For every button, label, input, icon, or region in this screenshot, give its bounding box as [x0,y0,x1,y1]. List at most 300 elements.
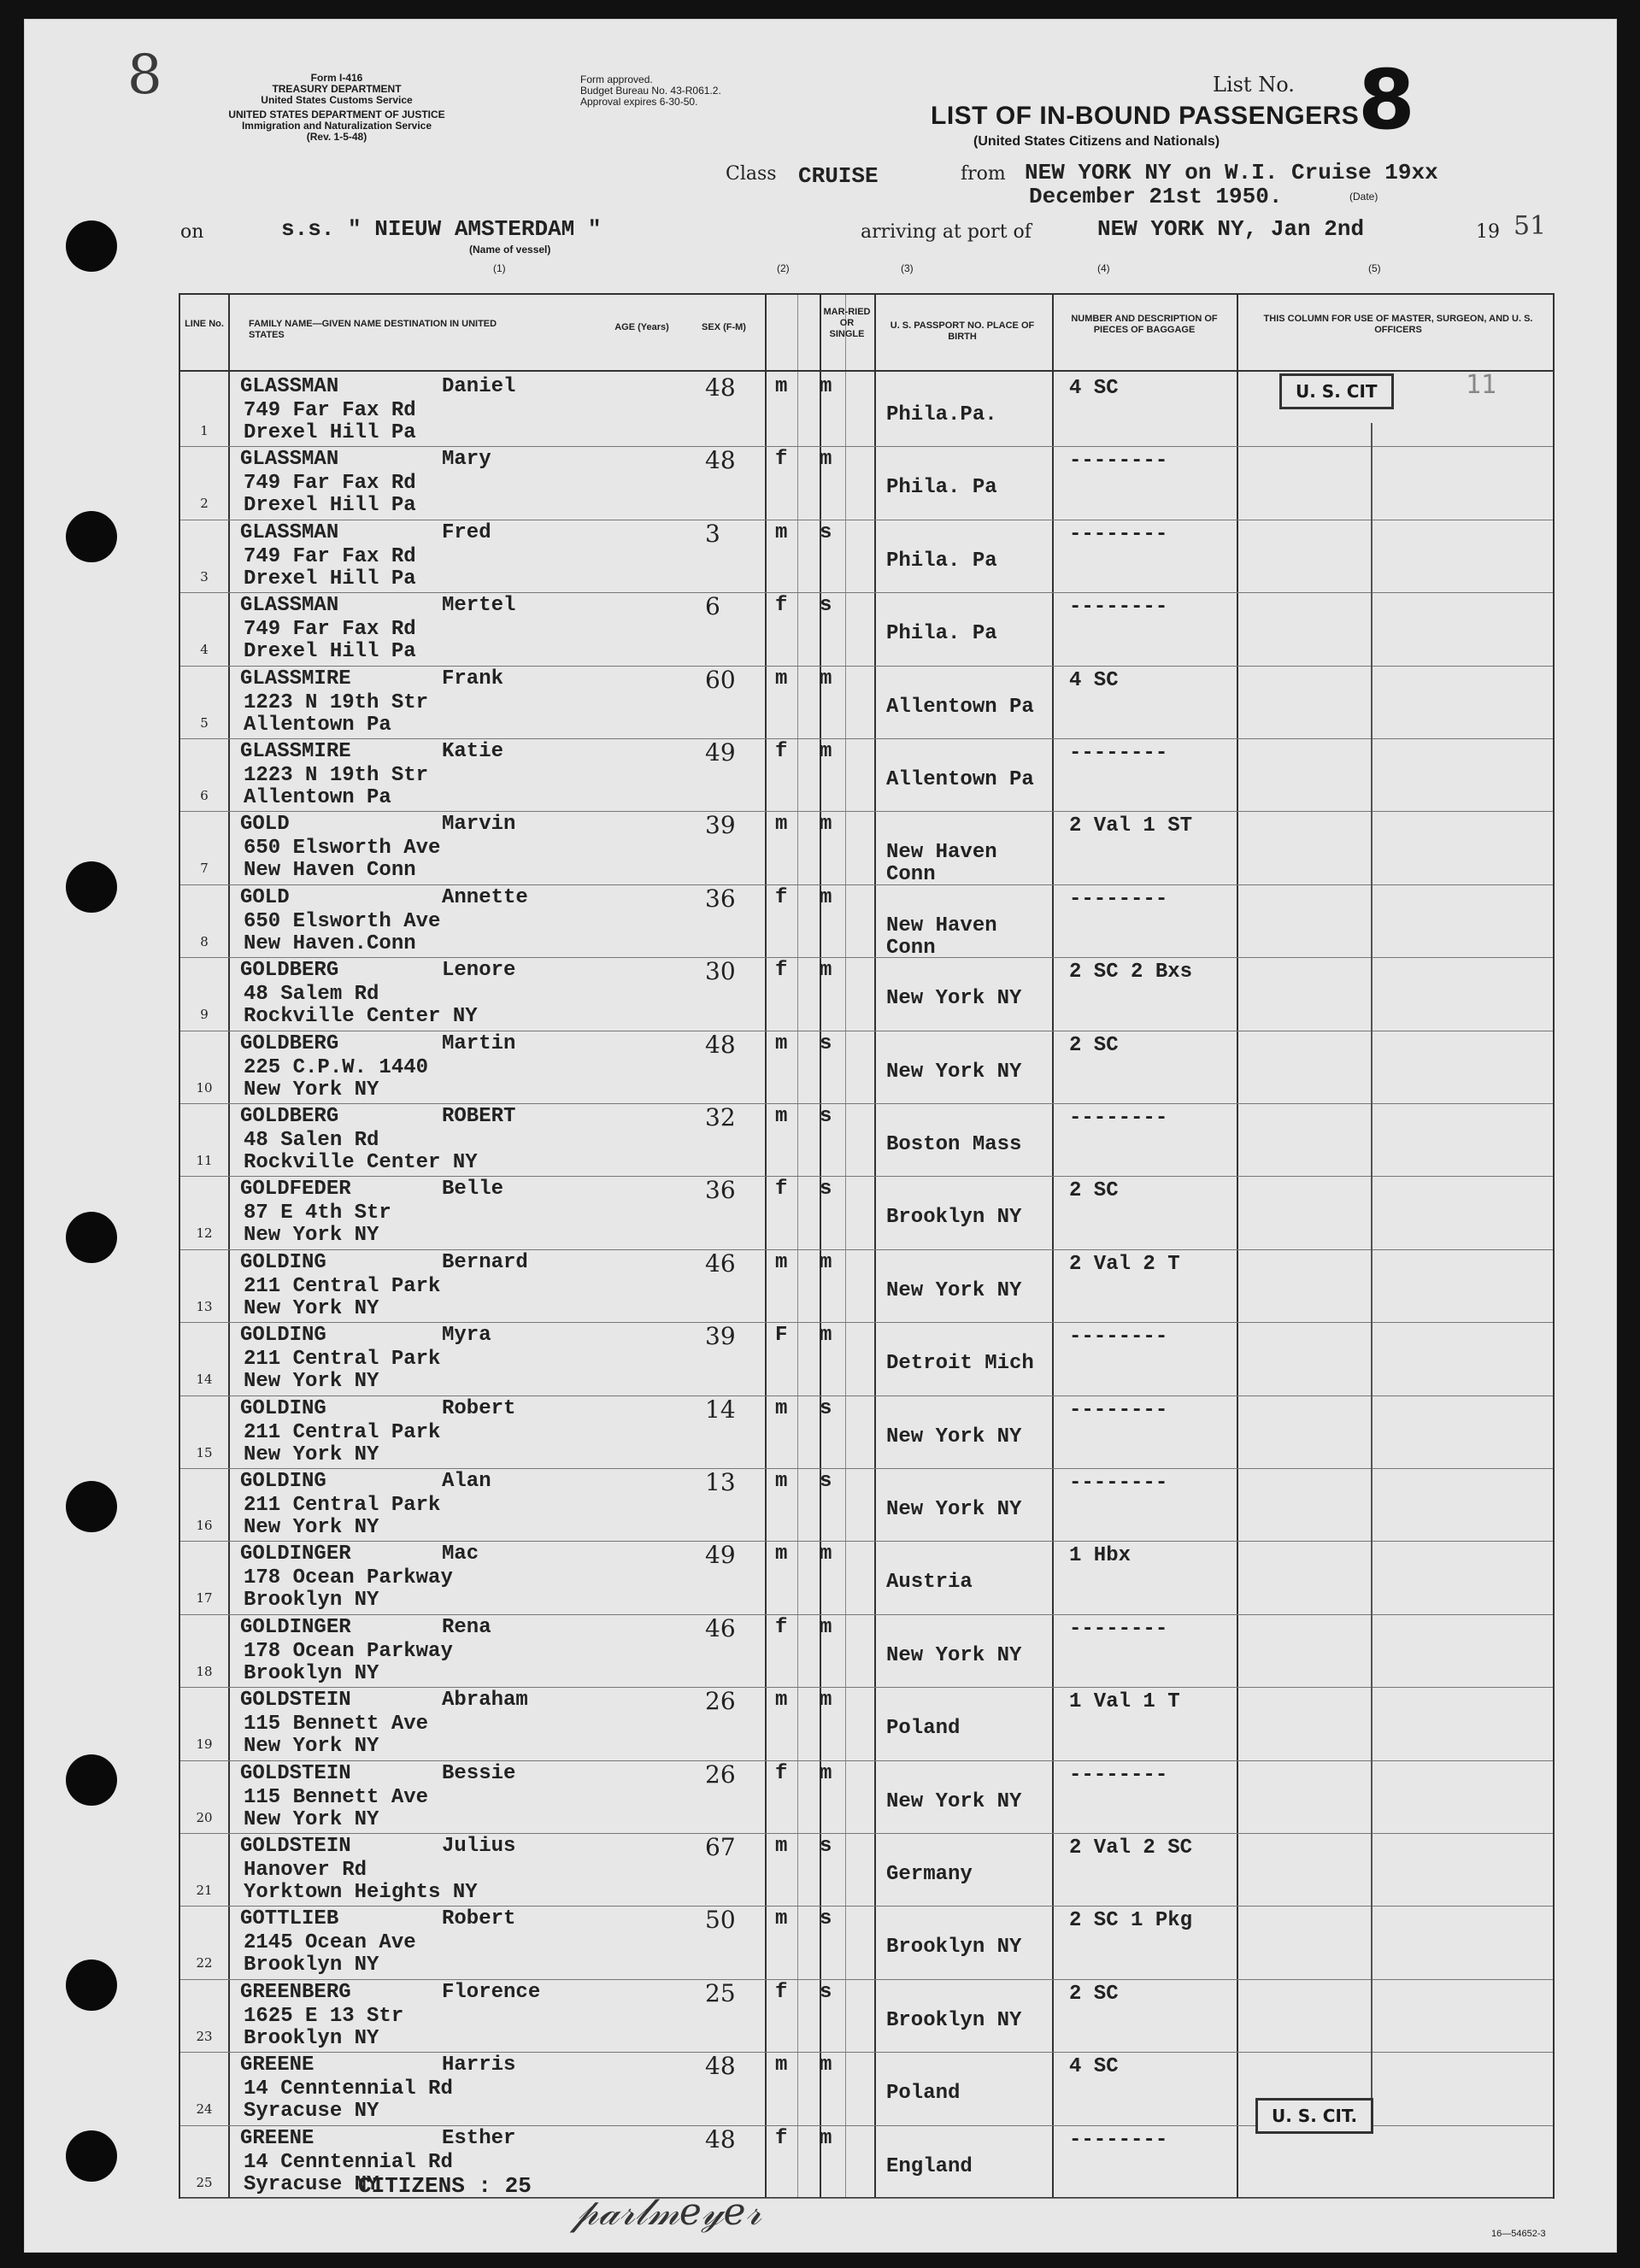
address-line-1: Hanover Rd [244,1859,367,1882]
age: 46 [705,1249,736,1278]
address-line-1: 1223 N 19th Str [244,690,429,714]
punch-hole [66,2130,117,2182]
family-name: GLASSMAN [240,520,339,544]
officer-line [1371,423,1373,2132]
class-value: CRUISE [798,163,879,189]
marital-status: m [820,740,832,763]
marital-status: m [820,667,832,690]
given-name: Annette [442,885,528,909]
line-number: 7 [200,861,209,877]
marital-status: m [820,1761,832,1785]
family-name: GOLDSTEIN [240,1761,351,1785]
address-line-2: Drexel Hill Pa [244,640,416,664]
marital-status: s [820,520,832,544]
given-name: Myra [442,1324,491,1348]
baggage: 2 SC [1069,1179,1119,1203]
sex: m [775,375,788,398]
age: 60 [705,665,736,694]
table-row [180,1322,1553,1395]
table-row [180,738,1553,812]
from-value: NEW YORK NY on W.I. Cruise 19xx [1025,160,1438,185]
sex: m [775,1689,788,1713]
marital-status: s [820,1105,832,1128]
sex: f [775,1980,788,2004]
address-line-2: New Haven Conn [244,859,416,883]
line-number: 8 [200,933,209,949]
address-line-1: 749 Far Fax Rd [244,618,416,642]
line-number: 1 [200,423,209,438]
line-number: 5 [200,714,209,731]
baggage: 4 SC [1069,2055,1119,2079]
family-name: GOLDINGER [240,1542,351,1566]
manifest-sheet [24,19,1617,2253]
address-line-2: Brooklyn NY [244,1954,379,1977]
citizen-stamp-top: U. S. CIT [1279,373,1394,409]
address-line-2: New York NY [244,1296,379,1320]
sex: m [775,520,788,544]
marital-status: m [820,885,832,909]
birthplace: New York NY [886,1425,1022,1448]
family-name: GLASSMAN [240,448,339,472]
marital-status: s [820,1907,832,1931]
age: 48 [705,446,736,475]
table-row [180,592,1553,666]
line-number: 17 [196,1590,213,1607]
baggage: -------- [1069,522,1168,546]
birthplace: Phila.Pa. [886,403,997,426]
punch-hole [66,220,117,272]
family-name: GOTTLIEB [240,1907,339,1931]
sex: f [775,594,788,618]
baggage: 2 Val 2 T [1069,1252,1180,1276]
year-suffix: 51 [1514,211,1547,241]
line-number: 13 [196,1298,213,1314]
approved-text: Form approved. [580,73,653,85]
table-row [180,1468,1553,1542]
sex: f [775,2126,788,2150]
vessel-name: s.s. " NIEUW AMSTERDAM " [281,216,602,242]
birthplace: Phila. Pa [886,476,997,500]
marital-status: m [820,2054,832,2077]
family-name: GLASSMIRE [240,667,351,690]
birthplace: New York NY [886,1643,1022,1667]
baggage: -------- [1069,1763,1168,1787]
address-line-1: 211 Central Park [244,1274,441,1298]
punch-hole [66,1481,117,1532]
age: 49 [705,738,736,767]
expires-text: Approval expires 6-30-50. [580,96,698,108]
birthplace: New York NY [886,1278,1022,1302]
sex: f [775,740,788,763]
line-number: 15 [196,1444,213,1460]
table-row [180,520,1553,593]
line-number: 16 [196,1518,213,1533]
family-name: GREENE [240,2054,314,2077]
list-no-label: List No. [1213,73,1295,97]
address-line-2: New York NY [244,1516,379,1539]
line-number: 9 [200,1007,209,1023]
sex: m [775,1542,788,1566]
form-number: Form I-416 [310,72,363,84]
line-number: 24 [196,2101,213,2118]
form-header [179,73,495,143]
col-num-1: (1) [493,262,506,274]
col-num-4: (4) [1097,262,1110,274]
marital-status: s [820,594,832,618]
header-age: AGE (Years) [614,322,669,332]
baggage: 2 SC 1 Pkg [1069,1909,1193,1933]
sex: m [775,1470,788,1493]
address-line-2: New York NY [244,1370,379,1394]
birthplace: Germany [886,1863,973,1886]
given-name: Abraham [442,1689,528,1713]
age: 26 [705,1760,736,1789]
address-line-1: 211 Central Park [244,1348,441,1372]
customs-service: United States Customs Service [261,94,413,106]
sex: m [775,813,788,837]
given-name: Bessie [442,1761,516,1785]
punch-hole [66,861,117,913]
marital-status: m [820,2126,832,2150]
family-name: GOLDING [240,1250,326,1274]
justice-dept: UNITED STATES DEPARTMENT OF JUSTICE [228,109,445,120]
birthplace: Brooklyn NY [886,1936,1022,1960]
line-number: 20 [196,1809,213,1825]
table-row [180,1979,1553,2053]
age: 50 [705,1906,736,1935]
birthplace: Phila. Pa [886,622,997,646]
given-name: Florence [442,1980,541,2004]
birthplace: Allentown Pa [886,768,1034,791]
col-num-5: (5) [1368,262,1381,274]
baggage: -------- [1069,449,1168,473]
line-number: 4 [200,642,209,658]
age: 36 [705,1176,736,1205]
given-name: Mary [442,448,491,472]
family-name: GREENBERG [240,1980,351,2004]
address-line-2: Drexel Hill Pa [244,421,416,444]
sex: f [775,1178,788,1202]
baggage: 1 Hbx [1069,1544,1132,1568]
birthplace: Brooklyn NY [886,2008,1022,2032]
address-line-2: New York NY [244,1807,379,1831]
marital-status: m [820,1250,832,1274]
age: 6 [705,592,720,621]
age: 48 [705,1030,736,1059]
footer-code: 16—54652-3 [1491,2229,1546,2239]
line-number: 14 [196,1372,213,1388]
line-number: 23 [196,2028,213,2044]
from-label: from [961,163,1006,185]
given-name: Robert [442,1907,516,1931]
address-line-1: 115 Bennett Ave [244,1713,429,1736]
birthplace: Poland [886,2082,961,2106]
baggage: 4 SC [1069,377,1119,400]
marital-status: m [820,959,832,983]
address-line-1: 115 Bennett Ave [244,1785,429,1809]
table-row [180,1395,1553,1469]
age: 36 [705,884,736,913]
address-line-2: Allentown Pa [244,786,391,809]
baggage: -------- [1069,1107,1168,1130]
line-number: 25 [196,2174,213,2190]
age: 39 [705,811,736,840]
corner-mark: 8 [127,44,162,107]
given-name: Frank [442,667,504,690]
marital-status: s [820,1031,832,1055]
baggage: -------- [1069,1325,1168,1349]
address-line-2: New York NY [244,1078,379,1102]
citizen-count: 11 [1466,370,1497,400]
line-number: 21 [196,1883,213,1898]
marital-status: s [820,1470,832,1493]
age: 48 [705,2052,736,2081]
given-name: Belle [442,1178,504,1202]
birthplace: Phila. Pa [886,549,997,573]
marital-status: m [820,1689,832,1713]
address-line-1: 178 Ocean Parkway [244,1566,453,1590]
address-line-1: 749 Far Fax Rd [244,544,416,568]
family-name: GOLDSTEIN [240,1689,351,1713]
address-line-2: New York NY [244,1224,379,1248]
line-number: 18 [196,1663,213,1679]
baggage: 2 SC 2 Bxs [1069,961,1193,984]
page-title: LIST OF IN-BOUND PASSENGERS [931,102,1360,130]
baggage: -------- [1069,596,1168,620]
table-row [180,1906,1553,1979]
sex: f [775,1615,788,1639]
birthplace: Boston Mass [886,1133,1022,1156]
sex: m [775,2054,788,2077]
given-name: Martin [442,1031,516,1055]
address-line-1: 749 Far Fax Rd [244,472,416,496]
header-married: MAR-RIED OR SINGLE [823,307,871,339]
address-line-2: Allentown Pa [244,713,391,737]
address-line-2: New Haven.Conn [244,931,416,955]
ins-service: Immigration and Naturalization Service [241,120,432,132]
birthplace: Brooklyn NY [886,1206,1022,1230]
address-line-2: Rockville Center NY [244,1151,478,1174]
table-row [180,1176,1553,1249]
family-name: GLASSMIRE [240,740,351,763]
marital-status: m [820,1615,832,1639]
baggage: 2 Val 1 ST [1069,814,1193,838]
line-number: 10 [196,1079,213,1096]
family-name: GOLDING [240,1324,326,1348]
marital-status: m [820,1542,832,1566]
family-name: GOLDING [240,1396,326,1420]
sex: m [775,1250,788,1274]
sex: f [775,959,788,983]
given-name: Mac [442,1542,479,1566]
table-row [180,811,1553,887]
age: 46 [705,1613,736,1642]
citizens-total: CITIZENS : 25 [358,2173,532,2199]
arriving-label: arriving at port of [861,221,1032,243]
address-line-1: 1625 E 13 Str [244,2004,404,2028]
baggage: 4 SC [1069,668,1119,692]
header-baggage: NUMBER AND DESCRIPTION OF PIECES OF BAGGAGE [1071,314,1218,335]
family-name: GOLDBERG [240,1031,339,1055]
address-line-2: Yorktown Heights NY [244,1881,478,1904]
date-label: (Date) [1349,191,1378,203]
age: 49 [705,1541,736,1570]
baggage: -------- [1069,742,1168,765]
family-name: GOLDSTEIN [240,1835,351,1858]
marital-status: m [820,1324,832,1348]
budget-text: Budget Bureau No. 43-R061.2. [580,85,721,97]
given-name: Julius [442,1835,516,1858]
sex: m [775,1105,788,1128]
address-line-2: Brooklyn NY [244,1589,379,1613]
age: 30 [705,957,736,986]
table-row [180,884,1553,958]
family-name: GOLDBERG [240,959,339,983]
age: 67 [705,1833,736,1861]
port-value: NEW YORK NY, Jan 2nd [1097,216,1365,242]
birthplace: Detroit Mich [886,1352,1034,1376]
address-line-1: 178 Ocean Parkway [244,1639,453,1663]
col-num-2: (2) [777,262,790,274]
sex: m [775,1396,788,1420]
given-name: Daniel [442,375,516,398]
given-name: Rena [442,1615,491,1639]
age: 26 [705,1687,736,1716]
sex: F [775,1324,788,1348]
given-name: Harris [442,2054,516,2077]
header-line-no: LINE No. [185,319,224,329]
punch-hole [66,511,117,562]
family-name: GOLD [240,813,290,837]
given-name: Fred [442,520,491,544]
vessel-label: (Name of vessel) [469,244,551,256]
sex: f [775,1761,788,1785]
punch-hole [66,1212,117,1263]
address-line-1: 48 Salen Rd [244,1129,379,1152]
sex: m [775,1031,788,1055]
marital-status: s [820,1178,832,1202]
address-line-1: 87 E 4th Str [244,1202,391,1225]
address-line-2: Drexel Hill Pa [244,494,416,518]
citizen-stamp-bottom: U. S. CIT. [1255,2098,1373,2134]
age: 13 [705,1468,736,1496]
header-officers: THIS COLUMN FOR USE OF MASTER, SURGEON, AND U. S. OFFICERS [1263,314,1533,335]
sex: m [775,1907,788,1931]
given-name: Marvin [442,813,516,837]
approval-block [580,74,794,108]
age: 39 [705,1322,736,1351]
treasury-dept: TREASURY DEPARTMENT [272,83,402,95]
address-line-1: 211 Central Park [244,1420,441,1444]
year-prefix: 19 [1476,221,1500,243]
age: 48 [705,2124,736,2153]
marital-status: m [820,375,832,398]
table-row [180,1249,1553,1323]
family-name: GOLD [240,885,290,909]
marital-status: s [820,1396,832,1420]
age: 32 [705,1103,736,1131]
age: 48 [705,373,736,402]
given-name: Lenore [442,959,516,983]
line-number: 2 [200,496,209,512]
birthplace: New York NY [886,1060,1022,1084]
address-line-2: New York NY [244,1735,379,1759]
address-line-1: 749 Far Fax Rd [244,399,416,422]
baggage: 2 Val 2 SC [1069,1836,1193,1860]
address-line-1: 48 Salem Rd [244,983,379,1007]
birthplace: England [886,2154,973,2178]
line-number: 22 [196,1955,213,1971]
family-name: GLASSMAN [240,594,339,618]
address-line-2: Rockville Center NY [244,1005,478,1029]
given-name: Bernard [442,1250,528,1274]
page-subtitle: (United States Citizens and Nationals) [973,134,1220,149]
table-row [180,1760,1553,1834]
table-row [180,446,1553,520]
table-row [180,666,1553,739]
date-value: December 21st 1950. [1029,184,1283,209]
age: 3 [705,519,720,548]
table-row [180,957,1553,1031]
address-line-1: 14 Cenntennial Rd [244,2077,453,2101]
given-name: Esther [442,2126,516,2150]
baggage: -------- [1069,2128,1168,2152]
table-row [180,1103,1553,1177]
given-name: Mertel [442,594,516,618]
line-number: 11 [196,1153,213,1168]
birthplace: New York NY [886,987,1022,1011]
baggage: 1 Val 1 T [1069,1690,1180,1714]
table-row [180,1833,1553,1907]
address-line-2: Syracuse NY [244,2100,379,2124]
marital-status: m [820,813,832,837]
sex: m [775,667,788,690]
address-line-2: Syracuse NY [244,2172,379,2196]
line-number: 3 [200,568,209,585]
punch-hole [66,1754,117,1806]
officer-signature: 𝓅𝒶𝓇𝓁𝓂𝑒𝓎𝑒𝓇 [572,2190,761,2234]
family-name: GOLDINGER [240,1615,351,1639]
birthplace: New Haven Conn [886,914,997,960]
address-line-1: 1223 N 19th Str [244,764,429,787]
marital-status: s [820,1980,832,2004]
list-number: 8 [1358,52,1415,148]
baggage: -------- [1069,1398,1168,1422]
given-name: ROBERT [442,1105,516,1128]
header-sex: SEX (F-M) [702,322,746,332]
sex: m [775,1835,788,1858]
family-name: GLASSMAN [240,375,339,398]
birthplace: Poland [886,1717,961,1741]
sex: f [775,885,788,909]
address-line-1: 650 Elsworth Ave [244,837,441,861]
sex: f [775,448,788,472]
family-name: GOLDFEDER [240,1178,351,1202]
address-line-2: Brooklyn NY [244,2026,379,2050]
baggage: 2 SC [1069,1982,1119,2006]
on-label: on [180,221,204,243]
age: 25 [705,1978,736,2007]
address-line-2: New York NY [244,1442,379,1466]
family-name: GREENE [240,2126,314,2150]
table-row [180,1031,1553,1104]
address-line-2: Drexel Hill Pa [244,567,416,591]
baggage: 2 SC [1069,1033,1119,1057]
given-name: Katie [442,740,504,763]
address-line-1: 225 C.P.W. 1440 [244,1055,429,1079]
family-name: GOLDING [240,1470,326,1493]
address-line-1: 211 Central Park [244,1494,441,1517]
